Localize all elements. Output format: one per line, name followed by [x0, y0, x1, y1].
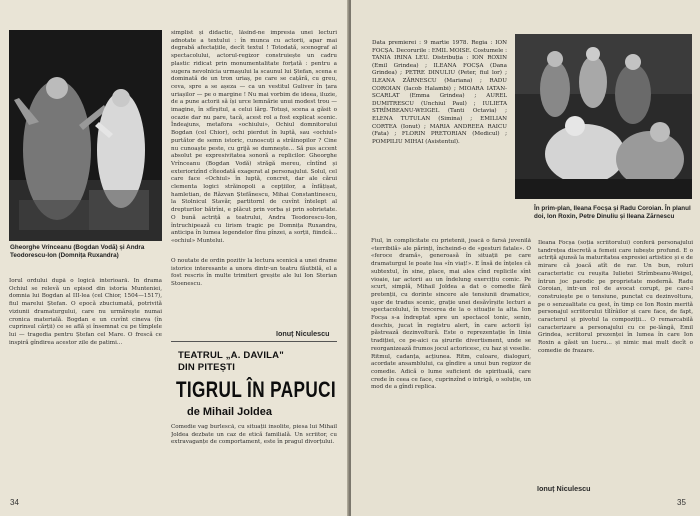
stage-photo-image: [9, 30, 162, 241]
theatre-heading-line1: TEATRUL „A. DAVILA": [178, 350, 284, 361]
article-column-a: Fiul, în complicitate cu prietenii, joacă o farsă juvenilă «terribilă» ale părinți, încheind-o de «gesturi fatale». O «feroce dramă», generoasă în situații pe care dramaturgul le poate lua «în viaț!». E însă de înțeles că subtextul, în sine, place, mai ales cînd replicile sînt vioaie, iar actorii au un îndelung exercițiu comic. Pe scurt, simplă, Mihail Joldea a dat o comedie fără pretenții, cu dorinte sincere ale tensiunii dramatice, uşor de tradus scenic, grație unei desăvîrșite lecturi a spectacolului, în trecerea de la o situație la alta. Ion Focșa s-a îndreptat spre un spectacol tonic, senin, deschis, jucat în registru alert, în care actorii își păstrează dezinvoltură. Este o reprezentație în linia tradiției, ce pe-aici ca șirurile divertisment, unde se reorganizează frumos jocul actoricesc, cu haz și veselie. Ritmul, cadanța, acțiunea. Ritm, culoare, dialoguri, acordate ansamblului, ca gîndire a unui bun regizor de comedie. Adică o lume suficient de spirituală, care crede în ceea ce face, cuprinzînd o intrigă, o soluție, un mod de a gîndi replica.: [371, 238, 531, 391]
play-title: TIGRUL ÎN PAPUCI: [176, 377, 337, 402]
article-column-left-bottom: Iorul ordului după o logică interioară. În drama Ochiul se relevă un episod din istoria Munteniei, domnia lui Bogdan al III-lea (cel Chior, 1504—1517), fiul marelui Ștefan. O epocă zbuciumată, potrivită viziunii dramaturgului, care nu urmărește numai cronica materială. Bogdan e un cuvînt cineva (în cuprinsul cărții) ce se află și însemnat cu pe tîmplele lui — tragedia pentru Ștefan cel Mare. O frescă ce inspiră gîndirea acestor zile de patimi...: [9, 278, 162, 346]
stage-photo-image-2: [515, 34, 692, 199]
article-column-right-bottom: O noutate de ordin pozitiv la lectura scenică a unei drame istorice interesante a unora dintr-un teatru făutbilă, el a fost rescris în multe trimiteri greșite ale lui Ion Sterian Stoenescu.: [171, 258, 337, 288]
stage-photo-tigrul: [515, 34, 692, 199]
photo-caption-2: În prim-plan, Ileana Focșa și Radu Coroian. În planul doi, Ion Roxin, Petre Dinuliu și Ileana Zărnescu: [534, 205, 691, 220]
production-credits: Data premierei : 9 martie 1978. Regia : ION FOCȘA. Decorurile : EMIL MOISE. Costumele : TANIA IRINA LEU. Distribuția : ION ROXIN (Emil Grindea) ; ILEANA FOCȘA (Dana Grindea) ; PETRE DINULIU (Peter, fiul lor) ; ILEANA ZĂRNESCU (Mariana) ; RADU COROIAN (Iacob Halambi) ; MIOARA IATAN-SCARLAT (Emma Grindea) ; AUREL DUMITRESCU (Unchiul Paul) ; IULIETA STRÎMBEANU-WEIGEL (Tanti Octavia) ; ELENA TUTULAN (Simina) ; EMILIAN CORTEA (Ionut) ; MARIA ANDREEA RAICU (Fata) ; FLORIN PRETORIAN (Medicul) ; POMPILIU MIHAI (Asistentul).: [372, 40, 508, 145]
stage-photo-ochiul: [9, 30, 162, 241]
play-author: de Mihail Joldea: [187, 406, 272, 418]
article-signature-2: Ionuț Niculescu: [537, 484, 591, 493]
theatre-heading: [178, 350, 338, 374]
theatre-heading-line2: DIN PITEȘTI: [178, 362, 236, 373]
article-intro: Comedie vag burlescă, cu situații insolite, piesa lui Mihail Joldea dezbate un caz de etică familială. Un scriitor, cu extravaganțe de comportament, este în pragul divorțului.: [171, 424, 337, 446]
section-divider: [171, 341, 337, 342]
page-number-right: 35: [677, 498, 686, 507]
article-column-b: Ileana Focșa (soția scriitorului) conferă personajului tandrețea discretă a femeii care iubește profund. E o actriță ajunsă la maturitatea expresiei artistice și e de mirare că joacă atît de rar. Un bun, roluri caracteristic cu reușita Iulietei Strîmbeanu-Weigel, întrun joc parodic pe proprietate modernă. Radu Coroian, intr-un rol de avocat corupt, pe care-l construiește pe o tensiune, punctat cu dezinvoltura, pe o senzualitate cu gest, în timp ce Ion Roxin merită personajul scriitorului tîlîrâilor și care face, de fapt, caracterul și pivotul la compoziții... O remarcabilă caracterizare a personajului cu ce pe-lângă, Emil Grindea, scriitorul prezenței în lumea în care Ion Roxin a găsit un lucru... și nimic mai mult decît o comedie de frazare.: [538, 240, 693, 354]
article-signature: Ionuț Niculescu: [276, 329, 330, 338]
right-page: [351, 0, 700, 516]
page-number-left: 34: [10, 498, 19, 507]
left-page: [0, 0, 349, 516]
article-column-right-top: simplist și didactic, lăsînd-ne impresia unei lecturi adnotate a textului : în munca cu actorii, apar mai degrabă afectațiile, decît textul ! Totodată, scenograf al spectacolului, actorul-regizor construiește un cadru plastic ridicat prin monumentalitate forțată : pentru a sugera nevolnicia urmașului la scaunul lui Ștefan, scena e dominată de un tron uriaș, pe care se cațără, cu greu, ceva, spre a se așeza — ca un vestitul Guliver în țara uriașilor — pe o margine ! Nu mai vorbim de ideea, iluzie, de a pune actorii să își urce lemnărie unui modest trou — imagine, în sfîrșitul, a celui lărg. Totuși, scena a găsit o ocazie dar nu pare, tacă, acest rol a fost explicat scenic. Îndeajuns, metafora «ochiului», Ochiul domnitorului Bogdan (cel Chior), ochi pierdut în luptă, sau «ochiul» purtător de semn istoric, cunoscuți a străinopilor ? Cine nu cunoaște peste, cu grijă se dumnește... Să pus accent absolut pe expresivitatea sonoră a replicilor. Gheorghe Vrînceanu (Bogdan Vodă) străgă mereu, cîntînd și exteriorizînd cîteodată exagerat al personajului. Solul, cel care face «Ochiul» în luptă, concret, dar ale cărui clementa logici străinopoli a cepțiilor, a înfățișat, hamletian, de Răzvan Ștefănescu, Mihai Constantinescu, la Stolnicul Stavăr, partitornl de cuvînt întelept al drepturilor bătrîni, e plăcut prin vorba și prin sobrietate. O bună actriță a teatrului, Andra Teodorescu-Ion, întruchipează cu lirism tragic pe Domnița Ruxandra, anticipa în lumea legendelor fînu pînzei, a sorții, fiindcă... «ochiul» Muntelui.: [171, 30, 337, 244]
photo-caption: Gheorghe Vrînceanu (Bogdan Vodă) și Andra Teodorescu-Ion (Domnița Ruxandra): [10, 244, 145, 259]
